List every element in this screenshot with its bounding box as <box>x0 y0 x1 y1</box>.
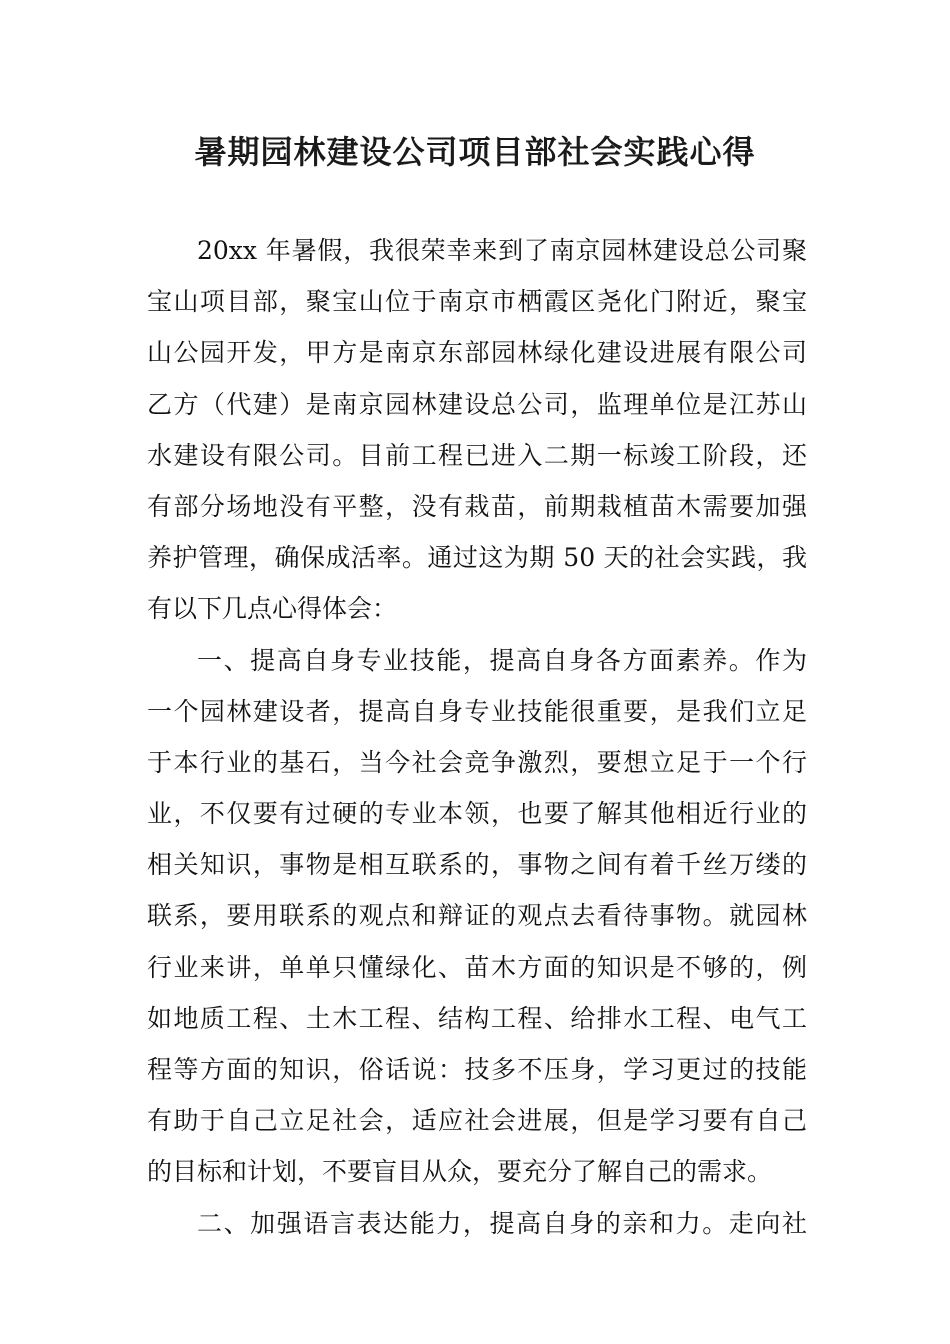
text-line: 于本行业的基石，当今社会竞争激烈，要想立足于一个行 <box>147 747 807 777</box>
text-line: 一、提高自身专业技能，提高自身各方面素养。作为 <box>197 645 807 675</box>
text-line: 业，不仅要有过硬的专业本领，也要了解其他相近行业的 <box>147 799 807 829</box>
document-title: 暑期园林建设公司项目部社会实践心得 <box>194 133 756 171</box>
text-line: 有以下几点心得体会： <box>147 594 398 624</box>
text-line: 养护管理，确保成活率。通过这为期 50 天的社会实践，我 <box>147 543 807 573</box>
text-line: 相关知识，事物是相互联系的，事物之间有着千丝万缕的 <box>147 850 807 880</box>
text-line: 乙方（代建）是南京园林建设总公司，监理单位是江苏山 <box>147 389 807 419</box>
document-body <box>147 225 807 1249</box>
text-line: 有部分场地没有平整，没有栽苗，前期栽植苗木需要加强 <box>147 491 807 521</box>
text-line: 程等方面的知识，俗话说：技多不压身，学习更过的技能 <box>147 1055 807 1084</box>
text-line: 20xx 年暑假，我很荣幸来到了南京园林建设总公司聚 <box>197 236 807 265</box>
text-line: 宝山项目部，聚宝山位于南京市栖霞区尧化门附近，聚宝 <box>147 287 807 317</box>
text-line: 联系，要用联系的观点和辩证的观点去看待事物。就园林 <box>147 901 807 931</box>
text-line: 行业来讲，单单只懂绿化、苗木方面的知识是不够的，例 <box>147 952 807 982</box>
text-line: 如地质工程、土木工程、结构工程、给排水工程、电气工 <box>147 1003 807 1033</box>
text-line: 有助于自己立足社会，适应社会进展，但是学习要有自己 <box>147 1106 807 1136</box>
text-line: 水建设有限公司。目前工程已进入二期一标竣工阶段，还 <box>147 440 807 470</box>
text-line: 的目标和计划，不要盲目从众，要充分了解自己的需求。 <box>147 1157 773 1187</box>
text-line: 一个园林建设者，提高自身专业技能很重要，是我们立足 <box>147 696 807 726</box>
text-line: 山公园开发，甲方是南京东部园林绿化建设进展有限公司 <box>147 338 807 368</box>
text-line: 二、加强语言表达能力，提高自身的亲和力。走向社 <box>197 1208 807 1238</box>
